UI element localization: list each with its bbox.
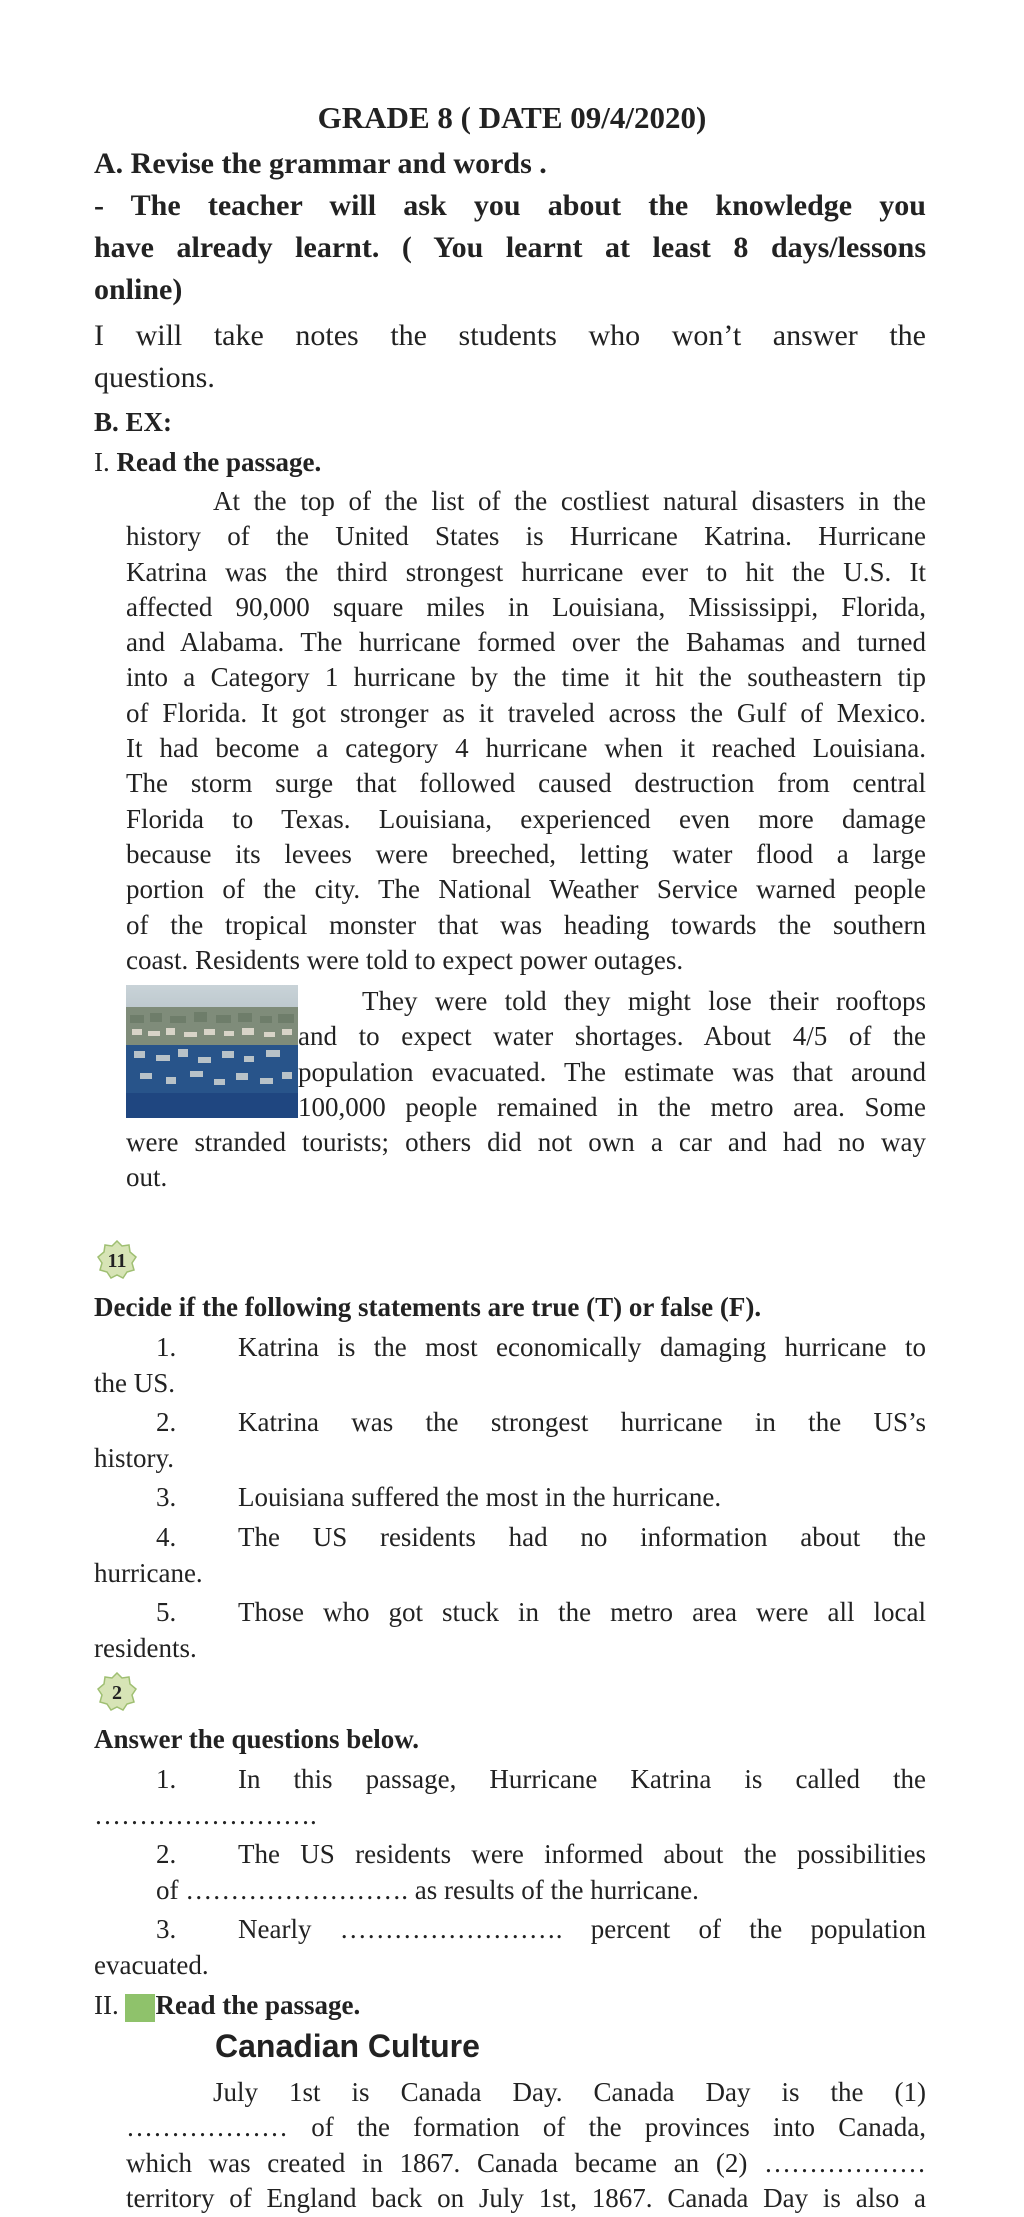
task-1-item: [94, 1330, 926, 1401]
section-a-note: [94, 315, 926, 399]
item-number: 3.: [156, 1482, 177, 1512]
badge-shape: [97, 1672, 137, 1712]
flood-photo: [126, 985, 298, 1118]
page-title: GRADE 8 ( DATE 09/4/2020): [317, 100, 707, 135]
passage-line: portion of the city. The National Weather Service warned people: [126, 874, 926, 905]
instruction-line-1: - The teacher will ask you about the knowledge you: [94, 189, 926, 222]
item-text-continued: evacuated.: [94, 1949, 209, 1980]
passage-2-title: Canadian Culture: [215, 2028, 480, 2064]
part-1-title: Read the passage.: [116, 447, 322, 477]
item-text: Katrina was the strongest hurricane in the US’s: [238, 1407, 926, 1437]
item-text: Katrina is the most economically damaging hurricane to: [238, 1332, 926, 1362]
passage-1b: [298, 984, 926, 1125]
passage-line: which was created in 1867. Canada became an (2) ………………: [126, 2147, 926, 2178]
item-text-continued: of ……………………. as results of the hurricane.: [156, 1874, 699, 1905]
passage-line: Florida to Texas. Louisiana, experienced even more damage: [126, 803, 926, 834]
section-a-instruction: [94, 185, 926, 311]
item-number: 1.: [156, 1764, 177, 1794]
item-text-continued: the US.: [94, 1367, 175, 1398]
item-number: 2.: [156, 1839, 177, 1869]
passage-line: They were told they might lose their rooftops: [362, 986, 926, 1016]
task-2-item: [94, 1762, 926, 1833]
passage-line: territory of England back on July 1st, 1867. Canada Day is also a: [126, 2182, 926, 2213]
item-text: The US residents had no information about the: [238, 1522, 926, 1552]
task-1-heading: Decide if the following statements are true (T) or false (F).: [94, 1292, 762, 1322]
item-number: 2.: [156, 1407, 177, 1437]
passage-line: out.: [126, 1162, 168, 1193]
part-2-title: Read the passage.: [155, 1990, 361, 2020]
passage-line: The storm surge that followed caused destruction from central: [126, 768, 926, 799]
item-text: Those who got stuck in the metro area were all local: [238, 1597, 926, 1627]
passage-line: affected 90,000 square miles in Louisiana, Mississippi, Florida,: [126, 591, 926, 622]
passage-1: [126, 484, 926, 978]
section-b-heading: B. EX:: [94, 407, 173, 437]
passage-1c: [126, 1125, 926, 1196]
badge-number: 2: [112, 1682, 122, 1704]
passage-line: and to expect water shortages. About 4/5 of the: [298, 1021, 926, 1052]
item-text-continued: residents.: [94, 1632, 197, 1663]
item-text-continued: hurricane.: [94, 1557, 203, 1588]
part-2-heading: [94, 1988, 926, 2023]
task-1-item: [94, 1405, 926, 1476]
item-number: 5.: [156, 1597, 177, 1627]
note-line-2: questions.: [94, 361, 215, 394]
passage-line: because its levees were breeched, letting water flood a large: [126, 838, 926, 869]
passage-line: of Florida. It got stronger as it traveled across the Gulf of Mexico.: [126, 697, 926, 728]
instruction-line-2: have already learnt. ( You learnt at least 8 days/lessons: [94, 231, 926, 264]
passage-line: At the top of the list of the costliest natural disasters in the: [213, 486, 926, 516]
part-1-heading: [94, 445, 926, 480]
passage-line: were stranded tourists; others did not own a car and had no way: [126, 1127, 926, 1157]
part-2-prefix: II.: [94, 1990, 119, 2020]
section-a-heading: A. Revise the grammar and words .: [94, 147, 547, 180]
task-2-item: [94, 1912, 926, 1983]
highlight-mark: [125, 1994, 155, 2022]
passage-line: into a Category 1 hurricane by the time it hit the southeastern tip: [126, 662, 926, 693]
item-text: Louisiana suffered the most in the hurricane.: [238, 1482, 722, 1512]
passage-line: coast. Residents were told to expect power outages.: [126, 944, 684, 975]
passage-line: 100,000 people remained in the metro area. Some: [298, 1091, 926, 1122]
task-number-badge: [97, 1672, 137, 1712]
badge-shape: [97, 1240, 137, 1280]
task-number-badge: [97, 1240, 137, 1280]
passage-line: and Alabama. The hurricane formed over the Bahamas and turned: [126, 627, 926, 658]
passage-line: It had become a category 4 hurricane when it reached Louisiana.: [126, 733, 926, 764]
note-line-1: I will take notes the students who won’t answer the: [94, 319, 926, 352]
passage-line: population evacuated. The estimate was that around: [298, 1056, 926, 1087]
item-number: 4.: [156, 1522, 177, 1552]
task-1-item: [94, 1595, 926, 1666]
item-text: The US residents were informed about the possibilities: [238, 1839, 926, 1869]
instruction-line-3: online): [94, 273, 183, 306]
item-text: In this passage, Hurricane Katrina is called the: [238, 1764, 926, 1794]
item-text-continued: history.: [94, 1442, 174, 1473]
answer-blank: …………………….: [94, 1799, 317, 1830]
passage-line: of the tropical monster that was heading towards the southern: [126, 909, 926, 940]
badge-number: 11: [107, 1250, 127, 1272]
passage-2: [126, 2075, 926, 2216]
part-1-prefix: I.: [94, 447, 110, 477]
item-number: 3.: [156, 1914, 177, 1944]
passage-line: July 1st is Canada Day. Canada Day is the (1): [213, 2077, 926, 2107]
task-1-item: [94, 1520, 926, 1591]
item-number: 1.: [156, 1332, 177, 1362]
item-text: Nearly ……………………. percent of the population: [238, 1914, 926, 1944]
task-2-item: [94, 1837, 926, 1908]
task-2-heading: Answer the questions below.: [94, 1724, 420, 1754]
passage-line: Katrina was the third strongest hurricane ever to hit the U.S. It: [126, 556, 926, 587]
flood-photo-image: [126, 985, 298, 1118]
passage-line: history of the United States is Hurricane Katrina. Hurricane: [126, 521, 926, 552]
task-1-item: [94, 1480, 926, 1516]
passage-line: ……………… of the formation of the provinces into Canada,: [126, 2112, 926, 2143]
